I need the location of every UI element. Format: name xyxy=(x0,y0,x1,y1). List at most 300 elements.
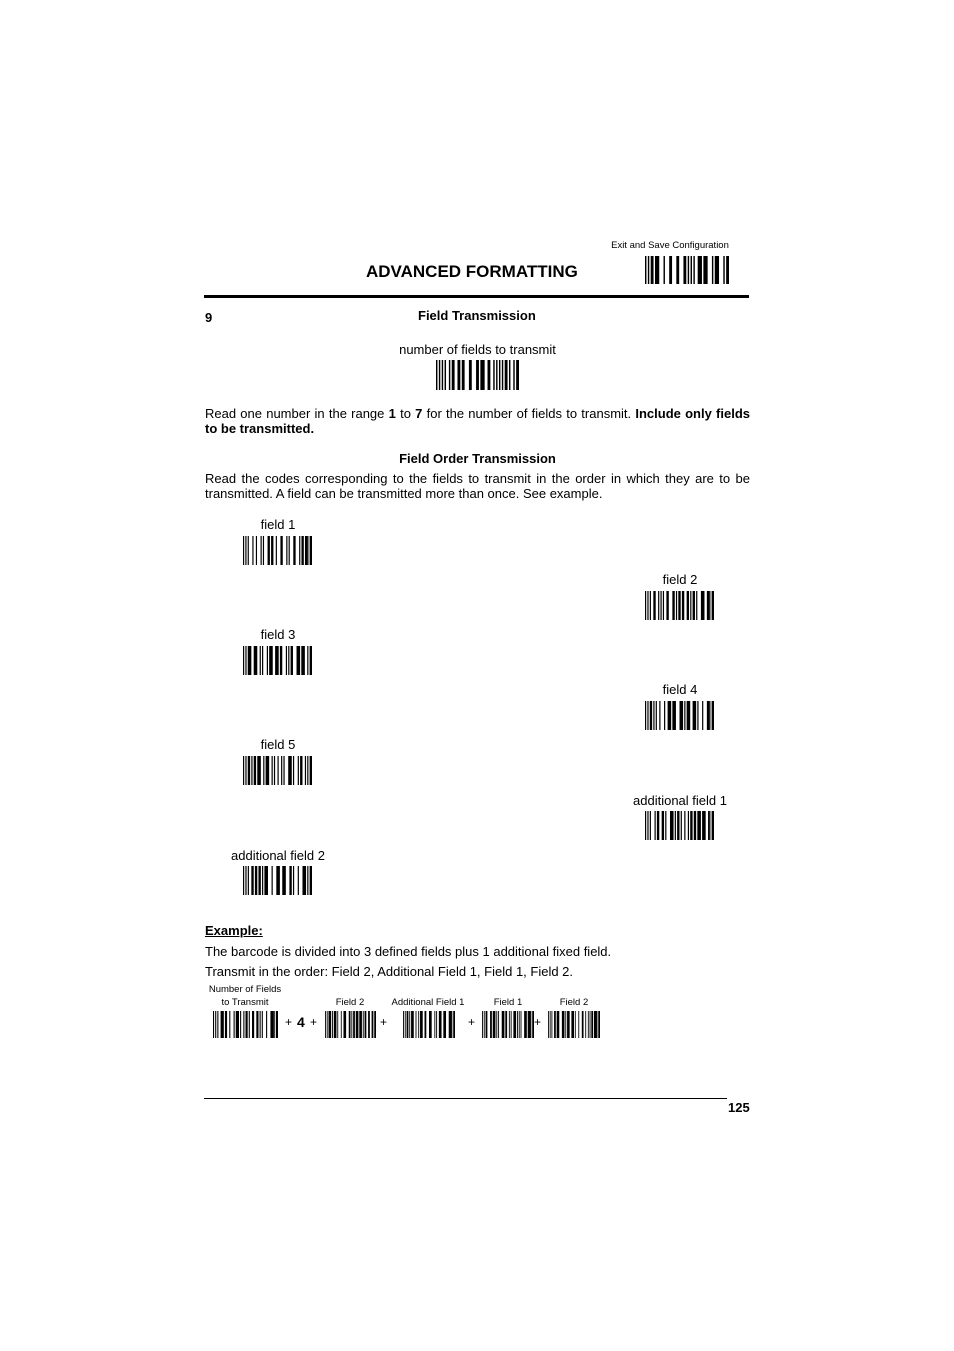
example-label-num-fields-1: Number of Fields xyxy=(208,984,282,995)
barcode-bar xyxy=(416,1011,417,1038)
barcode-bar xyxy=(281,756,282,785)
barcode-bar xyxy=(496,1011,497,1038)
barcode-bar xyxy=(405,1011,406,1038)
barcode-bar xyxy=(217,1011,218,1038)
example-label-field-2a: Field 2 xyxy=(335,997,365,1008)
barcode-bar xyxy=(676,591,677,620)
barcode-bar xyxy=(301,536,303,565)
barcode-bar xyxy=(337,1011,338,1038)
barcode-bar xyxy=(276,1011,278,1038)
barcode-bar xyxy=(327,1011,328,1038)
barcode-bar xyxy=(647,811,648,840)
barcode-bar xyxy=(664,256,665,284)
barcode-bar xyxy=(675,811,676,840)
barcode-bar xyxy=(307,866,308,895)
barcode-bar xyxy=(248,536,249,565)
page-title: ADVANCED FORMATTING xyxy=(366,262,578,281)
barcode-bar xyxy=(594,1011,597,1038)
barcode-bar xyxy=(243,646,244,675)
barcode-bar xyxy=(302,866,306,895)
barcode-bar xyxy=(453,1011,455,1038)
plus-sign: + xyxy=(534,1015,542,1029)
field-4-label: field 4 xyxy=(662,682,698,697)
barcode-bar xyxy=(372,1011,373,1038)
barcode-bar xyxy=(307,536,308,565)
field-4-barcode[interactable] xyxy=(645,701,714,730)
barcode-bar xyxy=(243,756,244,785)
barcode-bar xyxy=(521,1011,522,1038)
barcode-bar xyxy=(482,1011,483,1038)
barcode-bar xyxy=(682,591,684,620)
example-line-2: Transmit in the order: Field 2, Additional Field 1, Field 1, Field 2. xyxy=(205,964,574,979)
barcode-bar xyxy=(715,256,719,284)
barcode-bar xyxy=(693,256,694,284)
barcode-bar xyxy=(490,1011,492,1038)
barcode-bar xyxy=(334,1011,337,1038)
order-title: Field Order Transmission xyxy=(399,451,556,466)
barcode-bar xyxy=(702,701,703,730)
barcode-bar xyxy=(655,256,659,284)
barcode-bar xyxy=(240,1011,241,1038)
barcode-bar xyxy=(436,1011,437,1038)
field-5-barcode[interactable] xyxy=(243,756,312,785)
barcode-bar xyxy=(365,1011,367,1038)
barcode-bar xyxy=(263,756,264,785)
barcode-bar xyxy=(310,756,312,785)
barcode-bar xyxy=(445,360,446,390)
barcode-bar xyxy=(252,536,253,565)
barcode-bar xyxy=(282,866,286,895)
exit-save-barcode[interactable] xyxy=(645,256,729,284)
barcode-bar xyxy=(300,756,302,785)
example-num-fields-barcode[interactable] xyxy=(213,1011,278,1038)
barcode-bar xyxy=(243,1011,244,1038)
barcode-bar xyxy=(684,701,685,730)
barcode-bar xyxy=(359,1011,362,1038)
barcode-bar xyxy=(697,701,698,730)
barcode-bar xyxy=(693,701,697,730)
barcode-bar xyxy=(683,256,686,284)
barcode-bar xyxy=(659,701,660,730)
barcode-bar xyxy=(505,1011,507,1038)
barcode-bar xyxy=(519,1011,520,1038)
barcode-bar xyxy=(288,756,292,785)
barcode-bar xyxy=(676,256,679,284)
barcode-bar xyxy=(289,866,291,895)
barcode-bar xyxy=(449,1011,452,1038)
additional-field-1-barcode[interactable] xyxy=(645,811,714,840)
barcode-bar xyxy=(698,256,702,284)
barcode-bar xyxy=(694,811,696,840)
barcode-bar xyxy=(234,1011,235,1038)
barcode-bar xyxy=(655,811,656,840)
barcode-bar xyxy=(656,701,657,730)
field-1-barcode[interactable] xyxy=(243,536,312,565)
barcode-bar xyxy=(511,1011,512,1038)
barcode-bar xyxy=(236,1011,239,1038)
barcode-bar xyxy=(499,360,500,390)
barcode-bar xyxy=(677,811,679,840)
barcode-bar xyxy=(693,591,695,620)
barcode-bar xyxy=(276,536,277,565)
barcode-bar xyxy=(462,360,465,390)
barcode-bar xyxy=(307,756,308,785)
barcode-bar xyxy=(449,360,450,390)
barcode-bar xyxy=(668,701,672,730)
barcode-bar xyxy=(598,1011,600,1038)
barcode-bar xyxy=(280,536,282,565)
barcode-bar xyxy=(571,1011,574,1038)
barcode-bar xyxy=(252,1011,254,1038)
barcode-bar xyxy=(709,811,710,840)
barcode-bar xyxy=(436,360,437,390)
barcode-bar xyxy=(343,1011,346,1038)
barcode-bar xyxy=(488,360,491,390)
barcode-bar xyxy=(283,756,284,785)
field-3-barcode[interactable] xyxy=(243,646,312,675)
barcode-bar xyxy=(269,646,273,675)
barcode-bar xyxy=(662,811,664,840)
barcode-bar xyxy=(469,360,472,390)
barcode-bar xyxy=(457,360,460,390)
barcode-bar xyxy=(274,1011,275,1038)
example-field-2-barcode[interactable] xyxy=(325,1011,376,1038)
barcode-bar xyxy=(516,360,519,390)
barcode-bar xyxy=(486,1011,488,1038)
barcode-bar xyxy=(254,756,256,785)
barcode-bar xyxy=(245,756,246,785)
additional-field-2-barcode[interactable] xyxy=(243,866,312,895)
barcode-bar xyxy=(439,1011,442,1038)
barcode-bar xyxy=(666,591,668,620)
barcode-bar xyxy=(229,1011,230,1038)
field-1-label: field 1 xyxy=(260,517,296,532)
barcode-bar xyxy=(597,1011,598,1038)
barcode-bar xyxy=(650,811,651,840)
barcode-bar xyxy=(709,701,710,730)
section-number: 9 xyxy=(205,310,213,325)
barcode-bar xyxy=(664,701,665,730)
plus-sign: + xyxy=(380,1015,388,1029)
barcode-bar xyxy=(650,591,651,620)
barcode-bar xyxy=(653,591,655,620)
barcode-bar xyxy=(262,646,263,675)
barcode-bar xyxy=(349,1011,351,1038)
barcode-bar xyxy=(651,256,654,284)
field-5-label: field 5 xyxy=(260,737,296,752)
barcode-bar xyxy=(411,1011,414,1038)
barcode-bar xyxy=(726,256,729,284)
barcode-bar xyxy=(257,756,261,785)
barcode-bar xyxy=(286,536,287,565)
exit-save-label: Exit and Save Configuration xyxy=(611,240,729,251)
barcode-bar xyxy=(245,646,246,675)
barcode-bar xyxy=(684,811,685,840)
barcode-bar xyxy=(509,360,510,390)
barcode-bar xyxy=(660,591,661,620)
barcode-bar xyxy=(434,1011,435,1038)
num-fields-barcode[interactable] xyxy=(436,360,519,390)
barcode-bar xyxy=(517,1011,518,1038)
barcode-bar xyxy=(418,1011,419,1038)
barcode-bar xyxy=(647,701,648,730)
barcode-bar xyxy=(215,1011,216,1038)
barcode-bar xyxy=(248,866,249,895)
barcode-bar xyxy=(251,756,252,785)
field-3-label: field 3 xyxy=(260,627,296,642)
barcode-bar xyxy=(407,1011,409,1038)
barcode-bar xyxy=(678,591,680,620)
barcode-bar xyxy=(270,1011,273,1038)
barcode-bar xyxy=(690,811,692,840)
barcode-bar xyxy=(425,1011,427,1038)
barcode-bar xyxy=(288,646,289,675)
barcode-bar xyxy=(484,1011,485,1038)
barcode-bar xyxy=(687,591,689,620)
field-2-barcode[interactable] xyxy=(645,591,714,620)
barcode-bar xyxy=(261,536,262,565)
barcode-bar xyxy=(502,360,503,390)
barcode-bar xyxy=(278,756,279,785)
barcode-bar xyxy=(298,866,299,895)
barcode-bar xyxy=(245,866,246,895)
field-2-label: field 2 xyxy=(662,572,698,587)
example-digit-four: 4 xyxy=(297,1014,305,1030)
barcode-bar xyxy=(493,1011,496,1038)
barcode-bar xyxy=(590,1011,591,1038)
barcode-bar xyxy=(325,1011,326,1038)
barcode-bar xyxy=(243,866,244,895)
barcode-bar xyxy=(305,536,307,565)
barcode-bar xyxy=(645,811,646,840)
barcode-bar xyxy=(551,1011,552,1038)
example-label-additional-field-1: Additional Field 1 xyxy=(391,997,465,1008)
barcode-bar xyxy=(264,866,268,895)
barcode-bar xyxy=(409,1011,410,1038)
barcode-bar xyxy=(680,701,684,730)
barcode-bar xyxy=(493,360,494,390)
barcode-bar xyxy=(712,811,714,840)
barcode-bar xyxy=(645,591,646,620)
barcode-bar xyxy=(509,1011,510,1038)
barcode-bar xyxy=(645,701,646,730)
barcode-bar xyxy=(451,1011,452,1038)
barcode-bar xyxy=(246,1011,248,1038)
barcode-bar xyxy=(363,1011,364,1038)
barcode-bar xyxy=(293,866,294,895)
barcode-bar xyxy=(262,866,263,895)
barcode-bar xyxy=(256,1011,258,1038)
barcode-bar xyxy=(266,1011,267,1038)
barcode-bar xyxy=(697,811,701,840)
barcode-bar xyxy=(368,1011,370,1038)
barcode-bar xyxy=(374,1011,376,1038)
barcode-bar xyxy=(272,866,273,895)
barcode-bar xyxy=(648,256,649,284)
example-field-2b-barcode[interactable] xyxy=(548,1011,600,1038)
barcode-bar xyxy=(681,811,682,840)
barcode-bar xyxy=(578,1011,579,1038)
barcode-bar xyxy=(712,701,714,730)
barcode-bar xyxy=(653,701,654,730)
plus-sign: + xyxy=(310,1015,318,1029)
barcode-bar xyxy=(663,591,664,620)
barcode-bar xyxy=(496,360,497,390)
example-label-field-2b: Field 2 xyxy=(559,997,589,1008)
barcode-bar xyxy=(289,536,290,565)
barcode-bar xyxy=(310,866,312,895)
barcode-bar xyxy=(329,1011,332,1038)
barcode-bar xyxy=(575,1011,576,1038)
barcode-bar xyxy=(712,591,714,620)
example-line-1: The barcode is divided into 3 defined fields plus 1 additional fixed field. xyxy=(205,944,612,959)
barcode-bar xyxy=(256,536,257,565)
barcode-bar xyxy=(498,1011,499,1038)
barcode-bar xyxy=(647,591,648,620)
plus-sign: + xyxy=(285,1015,293,1029)
barcode-bar xyxy=(275,646,279,675)
barcode-bar xyxy=(293,756,294,785)
barcode-bar xyxy=(690,591,691,620)
barcode-bar xyxy=(266,756,270,785)
barcode-bar xyxy=(439,360,440,390)
barcode-bar xyxy=(707,591,709,620)
barcode-bar xyxy=(480,360,484,390)
barcode-bar xyxy=(251,866,253,895)
barcode-bar xyxy=(286,646,287,675)
barcode-bar xyxy=(650,701,652,730)
example-label-num-fields-2: to Transmit xyxy=(221,997,269,1008)
barcode-bar xyxy=(255,866,257,895)
barcode-bar xyxy=(298,756,299,785)
barcode-bar xyxy=(658,591,659,620)
barcode-bar xyxy=(307,646,308,675)
barcode-bar xyxy=(585,1011,586,1038)
barcode-bar xyxy=(550,1011,551,1038)
barcode-bar xyxy=(351,1011,352,1038)
barcode-bar xyxy=(276,866,280,895)
barcode-bar xyxy=(260,1011,261,1038)
barcode-bar xyxy=(271,536,273,565)
barcode-bar xyxy=(280,646,282,675)
barcode-bar xyxy=(420,1011,423,1038)
barcode-bar xyxy=(272,756,273,785)
barcode-bar xyxy=(372,1011,373,1038)
barcode-bar xyxy=(262,1011,263,1038)
barcode-bar xyxy=(249,1011,250,1038)
barcode-bar xyxy=(524,1011,527,1038)
barcode-bar xyxy=(554,1011,556,1038)
barcode-bar xyxy=(403,1011,404,1038)
barcode-bar xyxy=(293,536,295,565)
barcode-bar xyxy=(332,1011,333,1038)
barcode-bar xyxy=(258,866,260,895)
barcode-bar xyxy=(213,1011,214,1038)
header-rule xyxy=(204,295,749,298)
plus-sign: + xyxy=(468,1015,476,1029)
barcode-bar xyxy=(274,756,275,785)
barcode-bar xyxy=(291,646,293,675)
barcode-bar xyxy=(691,256,692,284)
barcode-bar xyxy=(530,1011,531,1038)
barcode-bar xyxy=(301,646,305,675)
barcode-bar xyxy=(688,811,689,840)
barcode-bar xyxy=(356,1011,359,1038)
barcode-bar xyxy=(452,360,455,390)
barcode-bar xyxy=(305,756,306,785)
barcode-bar xyxy=(248,756,250,785)
barcode-bar xyxy=(297,646,301,675)
barcode-bar xyxy=(672,591,674,620)
barcode-bar xyxy=(708,811,709,840)
barcode-bar xyxy=(557,1011,560,1038)
barcode-bar xyxy=(665,811,666,840)
instruction-text: Read one number in the range 1 to 7 for the number of fields to transmit. Include only fields to be transmitted. xyxy=(205,406,750,436)
barcode-bar xyxy=(505,360,508,390)
additional-field-2-label: additional field 2 xyxy=(231,848,325,863)
barcode-bar xyxy=(221,1011,224,1038)
barcode-bar xyxy=(443,1011,446,1038)
barcode-bar xyxy=(688,256,689,284)
barcode-bar xyxy=(263,536,264,565)
barcode-bar xyxy=(712,256,713,284)
barcode-bar xyxy=(245,536,246,565)
footer-rule xyxy=(204,1098,727,1099)
barcode-bar xyxy=(243,536,244,565)
barcode-bar xyxy=(657,811,659,840)
barcode-bar xyxy=(701,591,705,620)
barcode-bar xyxy=(582,1011,584,1038)
barcode-bar xyxy=(268,536,270,565)
barcode-bar xyxy=(645,256,646,284)
barcode-bar xyxy=(476,360,479,390)
barcode-bar xyxy=(669,256,672,284)
barcode-bar xyxy=(429,1011,432,1038)
barcode-bar xyxy=(353,1011,355,1038)
barcode-bar xyxy=(696,591,697,620)
barcode-bar xyxy=(588,1011,589,1038)
barcode-bar xyxy=(513,1011,516,1038)
barcode-bar xyxy=(299,536,300,565)
barcode-bar xyxy=(513,360,514,390)
example-field-1-barcode[interactable] xyxy=(482,1011,534,1038)
barcode-bar xyxy=(687,701,691,730)
barcode-bar xyxy=(591,1011,593,1038)
barcode-bar xyxy=(562,1011,565,1038)
barcode-bar xyxy=(709,591,710,620)
barcode-bar xyxy=(565,1011,566,1038)
barcode-bar xyxy=(567,1011,570,1038)
barcode-bar xyxy=(672,701,676,730)
barcode-bar xyxy=(502,1011,505,1038)
barcode-bar xyxy=(548,1011,549,1038)
page-number: 125 xyxy=(728,1100,750,1115)
barcode-bar xyxy=(341,1011,342,1038)
barcode-bar xyxy=(702,811,706,840)
barcode-bar xyxy=(670,811,674,840)
barcode-bar xyxy=(528,1011,531,1038)
barcode-bar xyxy=(703,256,707,284)
barcode-bar xyxy=(225,1011,227,1038)
order-text: Read the codes corresponding to the fields to transmit in the order in which they are to be transmitted. A field can be transmitted more than once. See example. xyxy=(205,471,750,501)
barcode-bar xyxy=(723,256,724,284)
barcode-bar xyxy=(442,360,443,390)
num-fields-label: number of fields to transmit xyxy=(399,342,556,357)
barcode-bar xyxy=(310,536,312,565)
example-additional-field-1-barcode[interactable] xyxy=(403,1011,455,1038)
example-heading: Example: xyxy=(205,923,263,938)
example-label-field-1: Field 1 xyxy=(493,997,523,1008)
